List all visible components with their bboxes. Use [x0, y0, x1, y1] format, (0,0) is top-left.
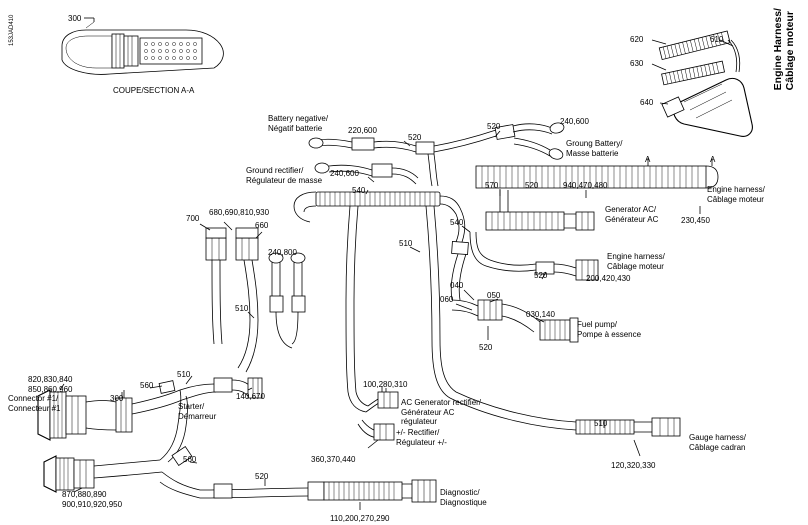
- label-engine-harness-right: Engine harness/ Câblage moteur: [707, 185, 765, 204]
- label-ac-generator-rectifier: AC Generator rectifier/ Générateur AC régulateur: [401, 398, 482, 426]
- callout-940-470-480: 940,470,480: [563, 181, 608, 190]
- callout-680-690-810-930: 680,690,810,930: [209, 208, 270, 217]
- callout-540-upper: 540: [352, 186, 366, 195]
- label-ground-rectifier: Ground rectifier/ Régulateur de masse: [246, 166, 323, 185]
- label-ground-battery: Groung Battery/ Masse batterie: [566, 139, 623, 158]
- callout-700: 700: [186, 214, 200, 223]
- callout-510-gauge: 510: [594, 419, 608, 428]
- marker-A-right: A: [710, 155, 716, 164]
- callout-110-200-270-290: 110,200,270,290: [330, 514, 390, 523]
- callout-870-880-890: 870,880,890 900,910,920,950: [62, 490, 123, 509]
- callout-300-left: 300: [110, 394, 124, 403]
- callout-520-top2: 520: [487, 122, 501, 131]
- callout-660: 660: [255, 221, 269, 230]
- callout-140-670: 140,670: [236, 392, 265, 401]
- fuel-pump-branch: [452, 300, 578, 342]
- sheet-title-en: Engine Harness/: [772, 8, 784, 91]
- callout-520-mid: 520: [525, 181, 539, 190]
- callout-240-600-right: 240,600: [560, 117, 589, 126]
- callout-610: 610: [710, 35, 724, 44]
- label-diagnostic: Diagnostic/ Diagnostique: [440, 488, 487, 507]
- callout-630: 630: [630, 59, 644, 68]
- callout-520-gen: 520: [534, 271, 548, 280]
- callout-520-top: 520: [408, 133, 422, 142]
- section-caption: COUPE/SECTION A-A: [113, 86, 195, 95]
- callout-560-lower: 560: [183, 455, 197, 464]
- callout-520-fuel: 520: [479, 343, 493, 352]
- callout-510-upper: 510: [399, 239, 413, 248]
- marker-A-left: A: [645, 155, 651, 164]
- label-fuel-pump: Fuel pump/ Pompe à essence: [577, 320, 642, 339]
- callout-120-320-330: 120,320,330: [611, 461, 656, 470]
- label-gauge-harness: Gauge harness/ Câblage cadran: [689, 433, 746, 452]
- callout-540-lower: 540: [450, 218, 464, 227]
- callout-820-830-840: 820,830,840 850,860,960: [28, 375, 73, 394]
- label-starter: Starter/ Démarreur: [178, 402, 217, 421]
- top-right-connectors: [652, 31, 752, 136]
- callout-360-370-440: 360,370,440: [311, 455, 356, 464]
- label-battery-negative: Battery negative/ Négatif batterie: [268, 114, 329, 133]
- left-connector-cluster: [200, 222, 305, 372]
- label-generator-ac: Generator AC/ Générateur AC: [605, 205, 659, 224]
- callout-300-top: 300: [68, 14, 82, 23]
- callout-560-upper: 560: [140, 381, 154, 390]
- callout-510-starter: 510: [177, 370, 191, 379]
- callout-620: 620: [630, 35, 644, 44]
- label-engine-harness-mid: Engine harness/ Câblage moteur: [607, 252, 665, 271]
- callout-040: 040: [450, 281, 464, 290]
- sheet-title-fr: Câblage moteur: [784, 10, 796, 91]
- callout-570: 570: [485, 181, 499, 190]
- label-rectifier: +/- Rectifier/ Régulateur +/-: [396, 428, 447, 447]
- callout-100-280-310: 100,280,310: [363, 380, 408, 389]
- callout-220-600: 220,600: [348, 126, 377, 135]
- callout-240-600-left: 240,600: [330, 169, 359, 178]
- callout-030-140: 030,140: [526, 310, 555, 319]
- callout-240-800: 240,800: [268, 248, 297, 257]
- callout-640: 640: [640, 98, 654, 107]
- callout-200-420-430: 200,420,430: [586, 274, 631, 283]
- callout-060: 060: [440, 295, 454, 304]
- callout-510-mid: 510: [235, 304, 249, 313]
- section-aa-detail: [62, 18, 223, 74]
- callout-520-diag: 520: [255, 472, 269, 481]
- drawing-code: 153JAD410: [9, 14, 15, 46]
- label-connector-1: Connector #1/ Connecteur #1: [8, 394, 61, 413]
- rectifier-boxes: [358, 386, 398, 448]
- callout-050: 050: [487, 291, 501, 300]
- callout-230-450: 230,450: [681, 216, 710, 225]
